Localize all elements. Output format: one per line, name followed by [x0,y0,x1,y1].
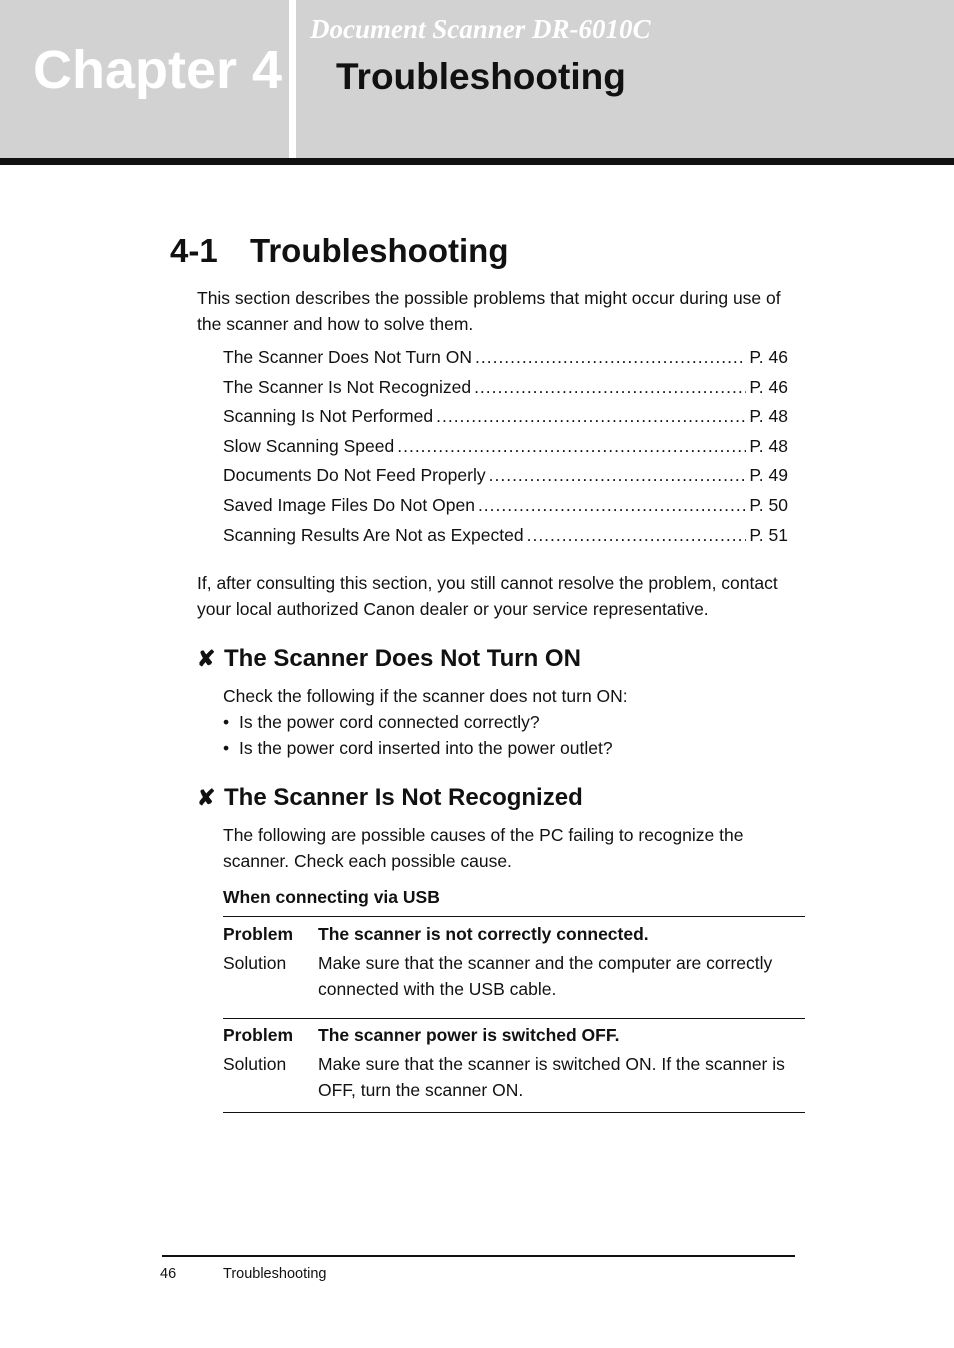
bullet-icon: • [223,712,230,732]
cross-mark-icon: ✘ [197,785,216,810]
chapter-header [0,0,954,165]
subsection-title: The Scanner Is Not Recognized [224,784,583,811]
subsection-intro: Check the following if the scanner does not turn ON: [223,686,628,706]
contents-entry-page: P. 46 [749,347,788,367]
cross-mark-icon: ✘ [197,646,216,671]
dot-leader [478,491,746,521]
contents-entry-page: P. 48 [749,406,788,427]
table-rule [223,1018,805,1019]
section-contents [223,343,788,550]
contents-entry[interactable] [223,521,788,551]
usb-heading: When connecting via USB [223,887,440,907]
contents-entry-page: P. 51 [749,524,788,545]
solution-label: Solution [223,1054,287,1074]
footer-rule [162,1255,795,1257]
section-heading [170,230,508,272]
problem-text: The scanner power is switched OFF. [318,1025,620,1045]
dot-leader [397,432,746,462]
contents-entry-label: Documents Do Not Feed Properly [223,465,486,486]
page-number: 46 [160,1266,177,1282]
section-intro: This section describes the possible problems that might occur during use of the scanner and how to solve them. [197,288,781,334]
solution-label: Solution [223,953,287,973]
header-rule [0,158,954,165]
solution-text: Make sure that the scanner is switched ON. If the scanner is OFF, turn the scanner ON. [318,1054,785,1100]
dot-leader [527,521,747,551]
dot-leader [474,373,746,403]
contents-entry-label: Scanning Is Not Performed [223,406,434,427]
product-name: Document Scanner DR-6010C [310,14,651,44]
contents-entry-label: Scanning Results Are Not as Expected [223,524,524,545]
contents-entry-page: P. 46 [749,376,788,397]
list-item-text: Is the power cord connected correctly? [239,712,540,732]
bullet-icon: • [223,738,230,758]
contents-entry[interactable] [223,402,788,432]
dot-leader [436,402,746,432]
problem-row [223,1022,805,1048]
contents-entry[interactable] [223,461,788,491]
solution-row [223,1051,805,1103]
problem-label: Problem [223,924,294,944]
section-number: 4-1 [170,232,218,269]
solution-text: Make sure that the scanner and the computer are correctly connected with the USB cable. [318,953,773,999]
list-item [223,709,805,735]
dot-leader [475,343,746,373]
contents-entry-label: The Scanner Is Not Recognized [223,376,472,397]
problem-row [223,921,805,947]
contents-entry-page: P. 48 [749,435,788,456]
table-rule [223,1112,805,1113]
contents-entry-page: P. 50 [749,494,788,515]
chapter-title: Troubleshooting [336,56,626,97]
problem-label: Problem [223,1025,294,1045]
table-rule [223,916,805,917]
subsection-body [223,683,805,761]
contents-entry[interactable] [223,432,788,462]
subsection-title: The Scanner Does Not Turn ON [224,645,581,672]
section-title: Troubleshooting [250,232,509,269]
subsection-intro: The following are possible causes of the PC failing to recognize the scanner. Check each possible cause. [223,825,744,871]
contents-entry[interactable] [223,491,788,521]
contents-entry-label: Saved Image Files Do Not Open [223,494,475,515]
footer-section-name: Troubleshooting [223,1266,327,1282]
contact-note: If, after consulting this section, you still cannot resolve the problem, contact your local authorized Canon dealer or your service representative. [197,573,778,619]
dot-leader [489,461,747,491]
contents-entry[interactable] [223,373,788,403]
contents-entry-label: Slow Scanning Speed [223,435,395,456]
problem-text: The scanner is not correctly connected. [318,924,649,944]
solution-row [223,950,805,1002]
subsection-heading [197,644,581,674]
contents-entry-label: The Scanner Does Not Turn ON [223,347,472,367]
contents-entry-page: P. 49 [749,465,788,486]
contents-entry[interactable] [223,343,788,373]
header-divider [289,0,296,158]
list-item [223,735,805,761]
list-item-text: Is the power cord inserted into the power outlet? [239,738,613,758]
subsection-heading [197,783,583,813]
chapter-label: Chapter 4 [33,40,283,100]
